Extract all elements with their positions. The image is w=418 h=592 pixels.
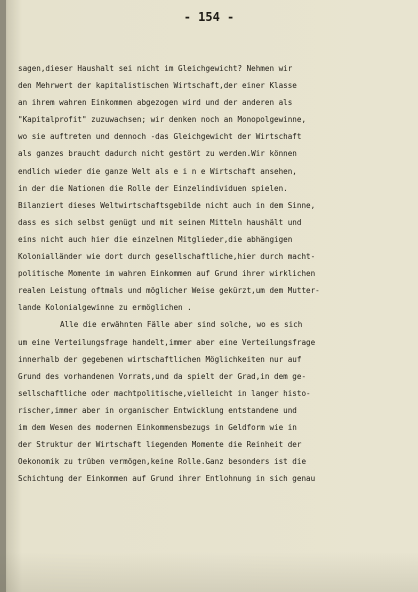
text-line: Kolonialländer wie dort durch gesellschaftliche,hier durch macht- — [18, 252, 316, 262]
page-shadow — [0, 552, 418, 592]
page-binding-edge — [0, 0, 6, 592]
text-line: der Struktur der Wirtschaft liegenden Momente die Reinheit der — [18, 440, 302, 450]
text-line: Schichtung der Einkommen auf Grund ihrer Entlohnung in sich genau — [18, 474, 316, 484]
text-line: sagen,dieser Haushalt sei nicht im Gleichgewicht? Nehmen wir — [18, 64, 293, 73]
text-line: Grund des vorhandenen Vorrats,und da spielt der Grad,in dem ge- — [18, 371, 307, 381]
text-line: eins nicht auch hier die einzelnen Mitglieder,die abhängigen — [18, 234, 293, 244]
typewritten-body-text — [18, 60, 410, 487]
text-line: lande Kolonialgewinne zu ermöglichen . — [18, 303, 192, 313]
text-line: endlich wieder die ganze Welt als e i n e Wirtschaft ansehen, — [18, 166, 297, 176]
text-line: an ihrem wahren Einkommen abgezogen wird und der anderen als — [18, 98, 293, 108]
text-line: innerhalb der gegebenen wirtschaftlichen Möglichkeiten nur auf — [18, 354, 302, 364]
page-number: - 154 - — [183, 10, 235, 24]
text-line: den Mehrwert der kapitalistischen Wirtschaft,der einer Klasse — [18, 81, 297, 91]
text-line: als ganzes braucht dadurch nicht gestört zu werden.Wir können — [18, 149, 297, 159]
text-line: um eine Verteilungsfrage handelt,immer aber eine Verteilungsfrage — [18, 337, 316, 347]
text-line: wo sie auftreten und dennoch -das Gleichgewicht der Wirtschaft — [18, 132, 302, 142]
text-line: dass es sich selbst genügt und mit seinen Mitteln haushält und — [18, 217, 302, 227]
paragraph-start-line: Alle die erwähnten Fälle aber sind solche, wo es sich — [60, 320, 303, 330]
text-line: sellschaftliche oder machtpolitische,vielleicht in langer histo- — [18, 388, 311, 398]
text-line: Bilanziert dieses Weltwirtschaftsgebilde nicht auch in dem Sinne, — [18, 200, 316, 210]
text-line: Oekonomik zu trüben vermögen,keine Rolle.Ganz besonders ist die — [18, 457, 307, 467]
text-line: im dem Wesen des modernen Einkommensbezugs in Geldform wie in — [18, 422, 297, 432]
text-line: "Kapitalprofit" zuzuwachsen; wir denken noch an Monopolgewinne, — [18, 115, 307, 125]
text-line: realen Leistung oftmals und möglicher Weise gekürzt,um dem Mutter- — [18, 286, 320, 296]
text-line: in der die Nationen die Rolle der Einzelindividuen spielen. — [18, 183, 288, 193]
text-line: politische Momente im wahren Einkommen auf Grund ihrer wirklichen — [18, 269, 316, 279]
text-line: rischer,immer aber in organischer Entwicklung entstandene und — [18, 405, 297, 415]
